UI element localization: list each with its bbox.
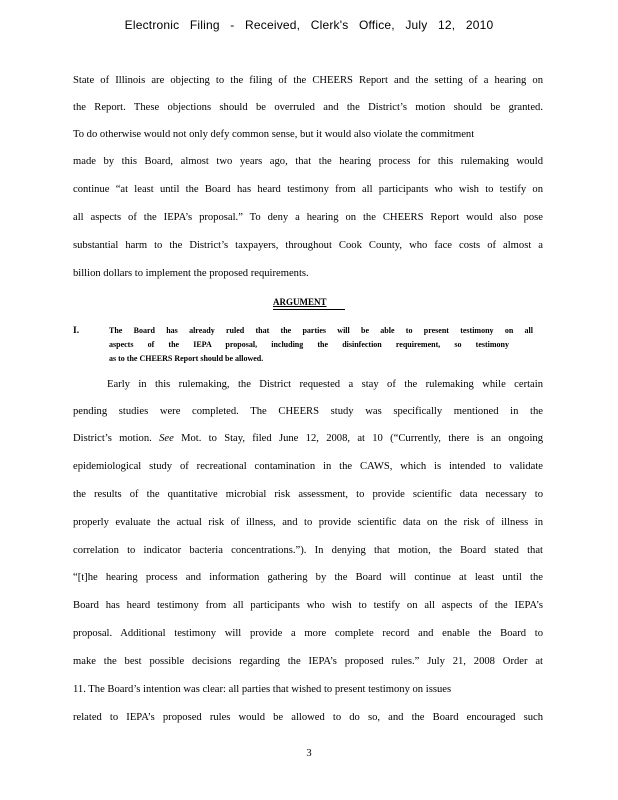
text-line: State of Illinois are objecting to the filing of the CHEERS Report and the setting of a hearing on [73, 75, 543, 86]
text-line: To do otherwise would not only defy common sense, but it would also violate the commitment [73, 129, 475, 140]
text-line: continue “at least until the Board has heard testimony from all participants who wish to testify on [73, 184, 543, 195]
point-heading-line: The Board has already ruled that the parties will be able to present testimony on all [109, 326, 533, 335]
text-line: 11. The Board’s intention was clear: all parties that wished to present testimony on issues [73, 684, 452, 695]
text-line: the Report. These objections should be overruled and the District’s motion should be granted. [73, 102, 543, 113]
citation-signal: See [159, 433, 174, 444]
text-line: Board has heard testimony from all participants who wish to testify on all aspects of the IEPA’s [73, 600, 543, 611]
text-line: proposal. Additional testimony will provide a more complete record and enable the Board to [73, 628, 543, 639]
point-number: I. [73, 326, 80, 336]
text-line: substantial harm to the District’s taxpayers, throughout Cook County, who face costs of almost a [73, 240, 543, 251]
text-line: make the best possible decisions regarding the IEPA’s proposed rules.” July 21, 2008 Order at [73, 656, 543, 667]
text-line: properly evaluate the actual risk of illness, and to provide scientific data on the risk of illness in [73, 517, 543, 528]
text-line: epidemiological study of recreational contamination in the CAWS, which is intended to validate [73, 461, 543, 472]
text-segment: District’s motion. [73, 433, 152, 444]
section-heading: ARGUMENT [273, 297, 327, 307]
heading-underline [273, 309, 345, 310]
text-line: billion dollars to implement the proposed requirements. [73, 268, 309, 279]
text-line: pending studies were completed. The CHEERS study was specifically mentioned in the [73, 406, 543, 417]
text-line: correlation to indicator bacteria concentrations.”). In denying that motion, the Board stated that [73, 545, 543, 556]
text-line: related to IEPA’s proposed rules would be allowed to do so, and the Board encouraged such [73, 712, 543, 723]
point-heading-line: aspects of the IEPA proposal, including the disinfection requirement, so testimony [109, 340, 509, 349]
text-line: the results of the quantitative microbial risk assessment, to provide scientific data necessary to [73, 489, 543, 500]
text-line: Early in this rulemaking, the District requested a stay of the rulemaking while certain [107, 379, 543, 390]
text-line: all aspects of the IEPA’s proposal.” To deny a hearing on the CHEERS Report would also pose [73, 212, 543, 223]
text-segment: Mot. to Stay, filed June 12, 2008, at 10 (“Currently, there is an ongoing [173, 433, 544, 444]
text-line [73, 432, 543, 446]
text-line: made by this Board, almost two years ago, that the hearing process for this rulemaking would [73, 156, 543, 167]
text-line: “[t]he hearing process and information gathering by the Board will continue at least until the [73, 572, 543, 583]
page-number: 3 [306, 748, 312, 759]
filing-header: Electronic Filing - Received, Clerk's Office, July 12, 2010 [124, 18, 494, 32]
point-heading-line: as to the CHEERS Report should be allowed. [109, 354, 264, 363]
